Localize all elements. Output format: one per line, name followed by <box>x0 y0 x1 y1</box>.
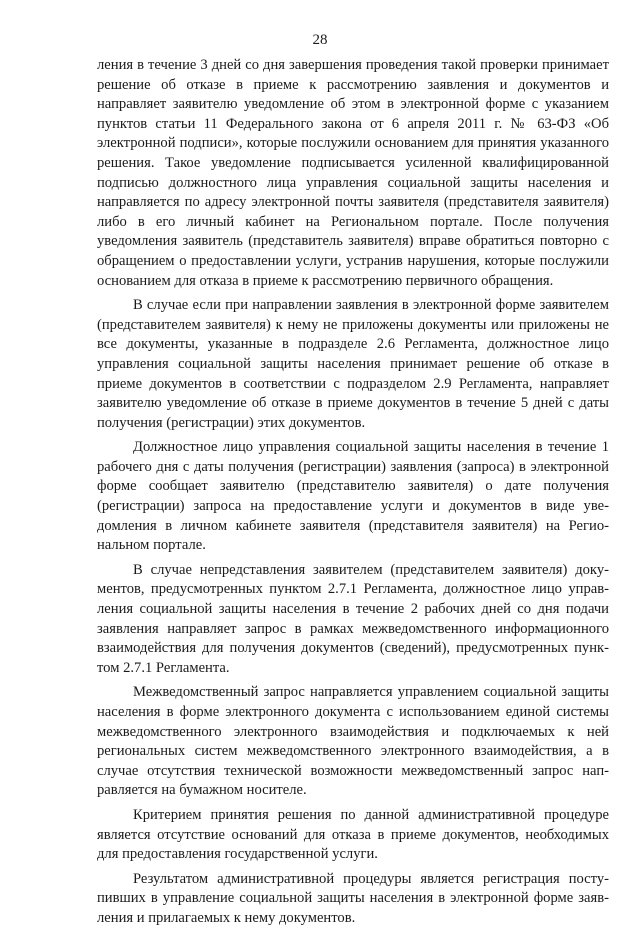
paragraph: Результатом административной процедуры является регистрация поступивших в управление социальной защиты населения в электронной форме заявления и прилагаемых к нему документов. <box>97 870 609 926</box>
paragraph: В случае непредставления заявителем (представителем заявителя) документов, предусмотренных пунктом 2.7.1 Регламента, должностное лицо управления социальной защиты населения в течение 2 рабочих дней со дня подачи заявления направляет запрос в рамках межведомственного информационного взаимодействия для получения документов (сведений), предусмотренных пунктом 2.7.1 Регламента. <box>97 561 609 676</box>
paragraph: Критерием принятия решения по данной административной процедуре является отсутствие оснований для отказа в приеме документов, необходимых для предоставления государственной услуги. <box>97 806 609 863</box>
paragraph: В случае если при направлении заявления в электронной форме заявителем (представителем заявителя) к нему не приложены документы или приложены не все документы, указанные в подразделе 2.6 Регламента, должностное лицо управления социальной защиты населения принимает решение об отказе в приеме документов в соответствии с подразделом 2.9 Регламента, направляет заявителю уведомление об отказе в приеме документов в течение 5 дней с даты получения (регистрации) этих документов. <box>97 297 609 431</box>
paragraph-continuation: ления в течение 3 дней со дня завершения проведения такой проверки принимает решение об отказе в приеме к рассмотрению заявления и документов и направляет заявителю уведомление об этом в электронной форме с указанием пунктов статьи 11 Федерального закона от 6 апреля 2011 г. № 63-ФЗ «Об электронной подписи», которые послужили основанием для принятия указанного решения. Такое уведомление подписывается усиленной квалифицированной подписью должностного лица управления социальной защиты населения и направляется по адресу электронной почты заявителя (представителя заявителя) либо в его личный кабинет на Региональном портале. После получения уведомления заявитель (представитель заявителя) вправе обратиться повторно с обращением о предоставлении услуги, устранив нарушения, которые послужили основанием для отказа в приеме к рассмотрению первичного обращения. <box>97 57 609 289</box>
document-body <box>97 56 609 929</box>
paragraph: Должностное лицо управления социальной защиты населения в течение 1 рабочего дня с даты получения (регистрации) заявления (запроса) в электронной форме сообщает заявителю (представителю заявителя) о дате получения (регистрации) запроса на предоставление услуги и документов в виде уведомления в личном кабинете заявителя (представителя заявителя) на Региональном портале. <box>97 439 609 554</box>
paragraph: Межведомственный запрос направляется управлением социальной защиты населения в форме электронного документа с использованием единой системы межведомственного электронного взаимодействия и подключаемых к ней региональных систем межведомственного электронного взаимодействия, а в случае отсутствия технической возможности межведомственный запрос направляется на бумажном носителе. <box>97 684 609 799</box>
page-number: 28 <box>312 32 328 48</box>
